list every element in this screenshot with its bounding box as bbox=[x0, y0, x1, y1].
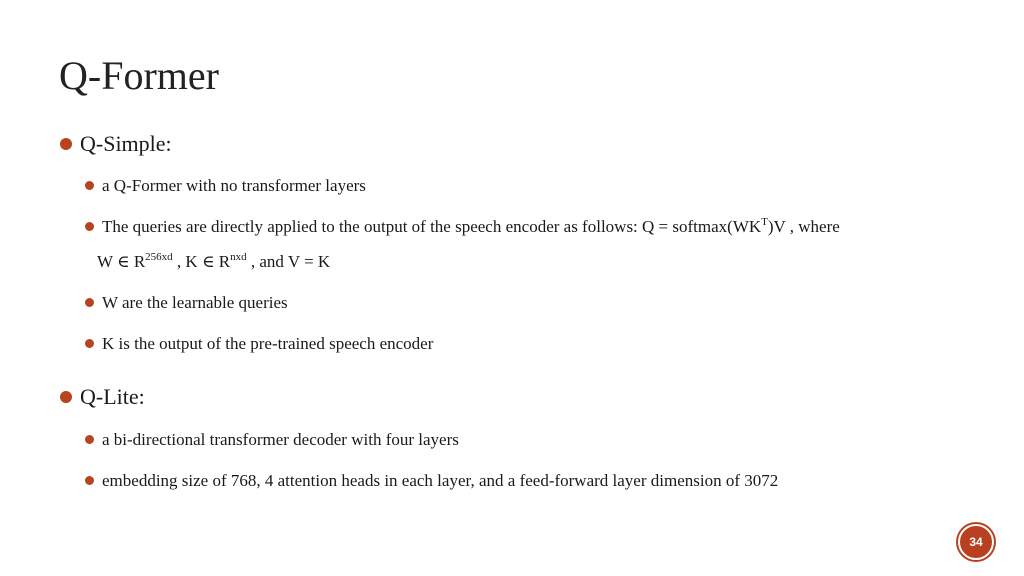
bullet-icon bbox=[85, 298, 94, 307]
formula-superscript: 256xd bbox=[145, 251, 173, 263]
list-item bbox=[85, 175, 366, 197]
formula-text-a: The queries are directly applied to the output of the speech encoder as follows: Q = softmax(WK bbox=[102, 217, 762, 236]
bullet-icon bbox=[85, 339, 94, 348]
formula-superscript: nxd bbox=[230, 251, 247, 263]
section-heading-text: Q-Simple: bbox=[80, 131, 172, 156]
section-heading-q-lite bbox=[60, 383, 145, 411]
formula-cont-a: W ∈ R bbox=[97, 252, 146, 271]
section-heading-text: Q-Lite: bbox=[80, 384, 145, 409]
list-item bbox=[85, 292, 288, 314]
list-item-text: embedding size of 768, 4 attention heads in each layer, and a feed-forward layer dimension of 3072 bbox=[102, 471, 779, 490]
bullet-icon bbox=[60, 391, 72, 403]
bullet-icon bbox=[85, 435, 94, 444]
list-item-continuation bbox=[97, 251, 330, 273]
bullet-icon bbox=[85, 222, 94, 231]
list-item-text: a Q-Former with no transformer layers bbox=[102, 176, 366, 195]
formula-cont-b: , K ∈ R bbox=[172, 252, 231, 271]
list-item-text: W are the learnable queries bbox=[102, 293, 288, 312]
bullet-icon bbox=[60, 138, 72, 150]
formula-cont-c: , and V = K bbox=[246, 252, 331, 271]
slide-title: Q-Former bbox=[59, 53, 219, 98]
list-item bbox=[85, 333, 433, 355]
list-item bbox=[85, 216, 840, 238]
formula-text-b: )V , where bbox=[767, 217, 840, 236]
section-heading-q-simple bbox=[60, 130, 172, 158]
formula-superscript: T bbox=[761, 216, 768, 228]
page-number-badge: 34 bbox=[958, 524, 994, 560]
list-item-text: a bi-directional transformer decoder with four layers bbox=[102, 430, 459, 449]
bullet-icon bbox=[85, 476, 94, 485]
list-item bbox=[85, 429, 459, 451]
list-item-text: K is the output of the pre-trained speech encoder bbox=[102, 334, 434, 353]
bullet-icon bbox=[85, 181, 94, 190]
list-item bbox=[85, 470, 778, 492]
